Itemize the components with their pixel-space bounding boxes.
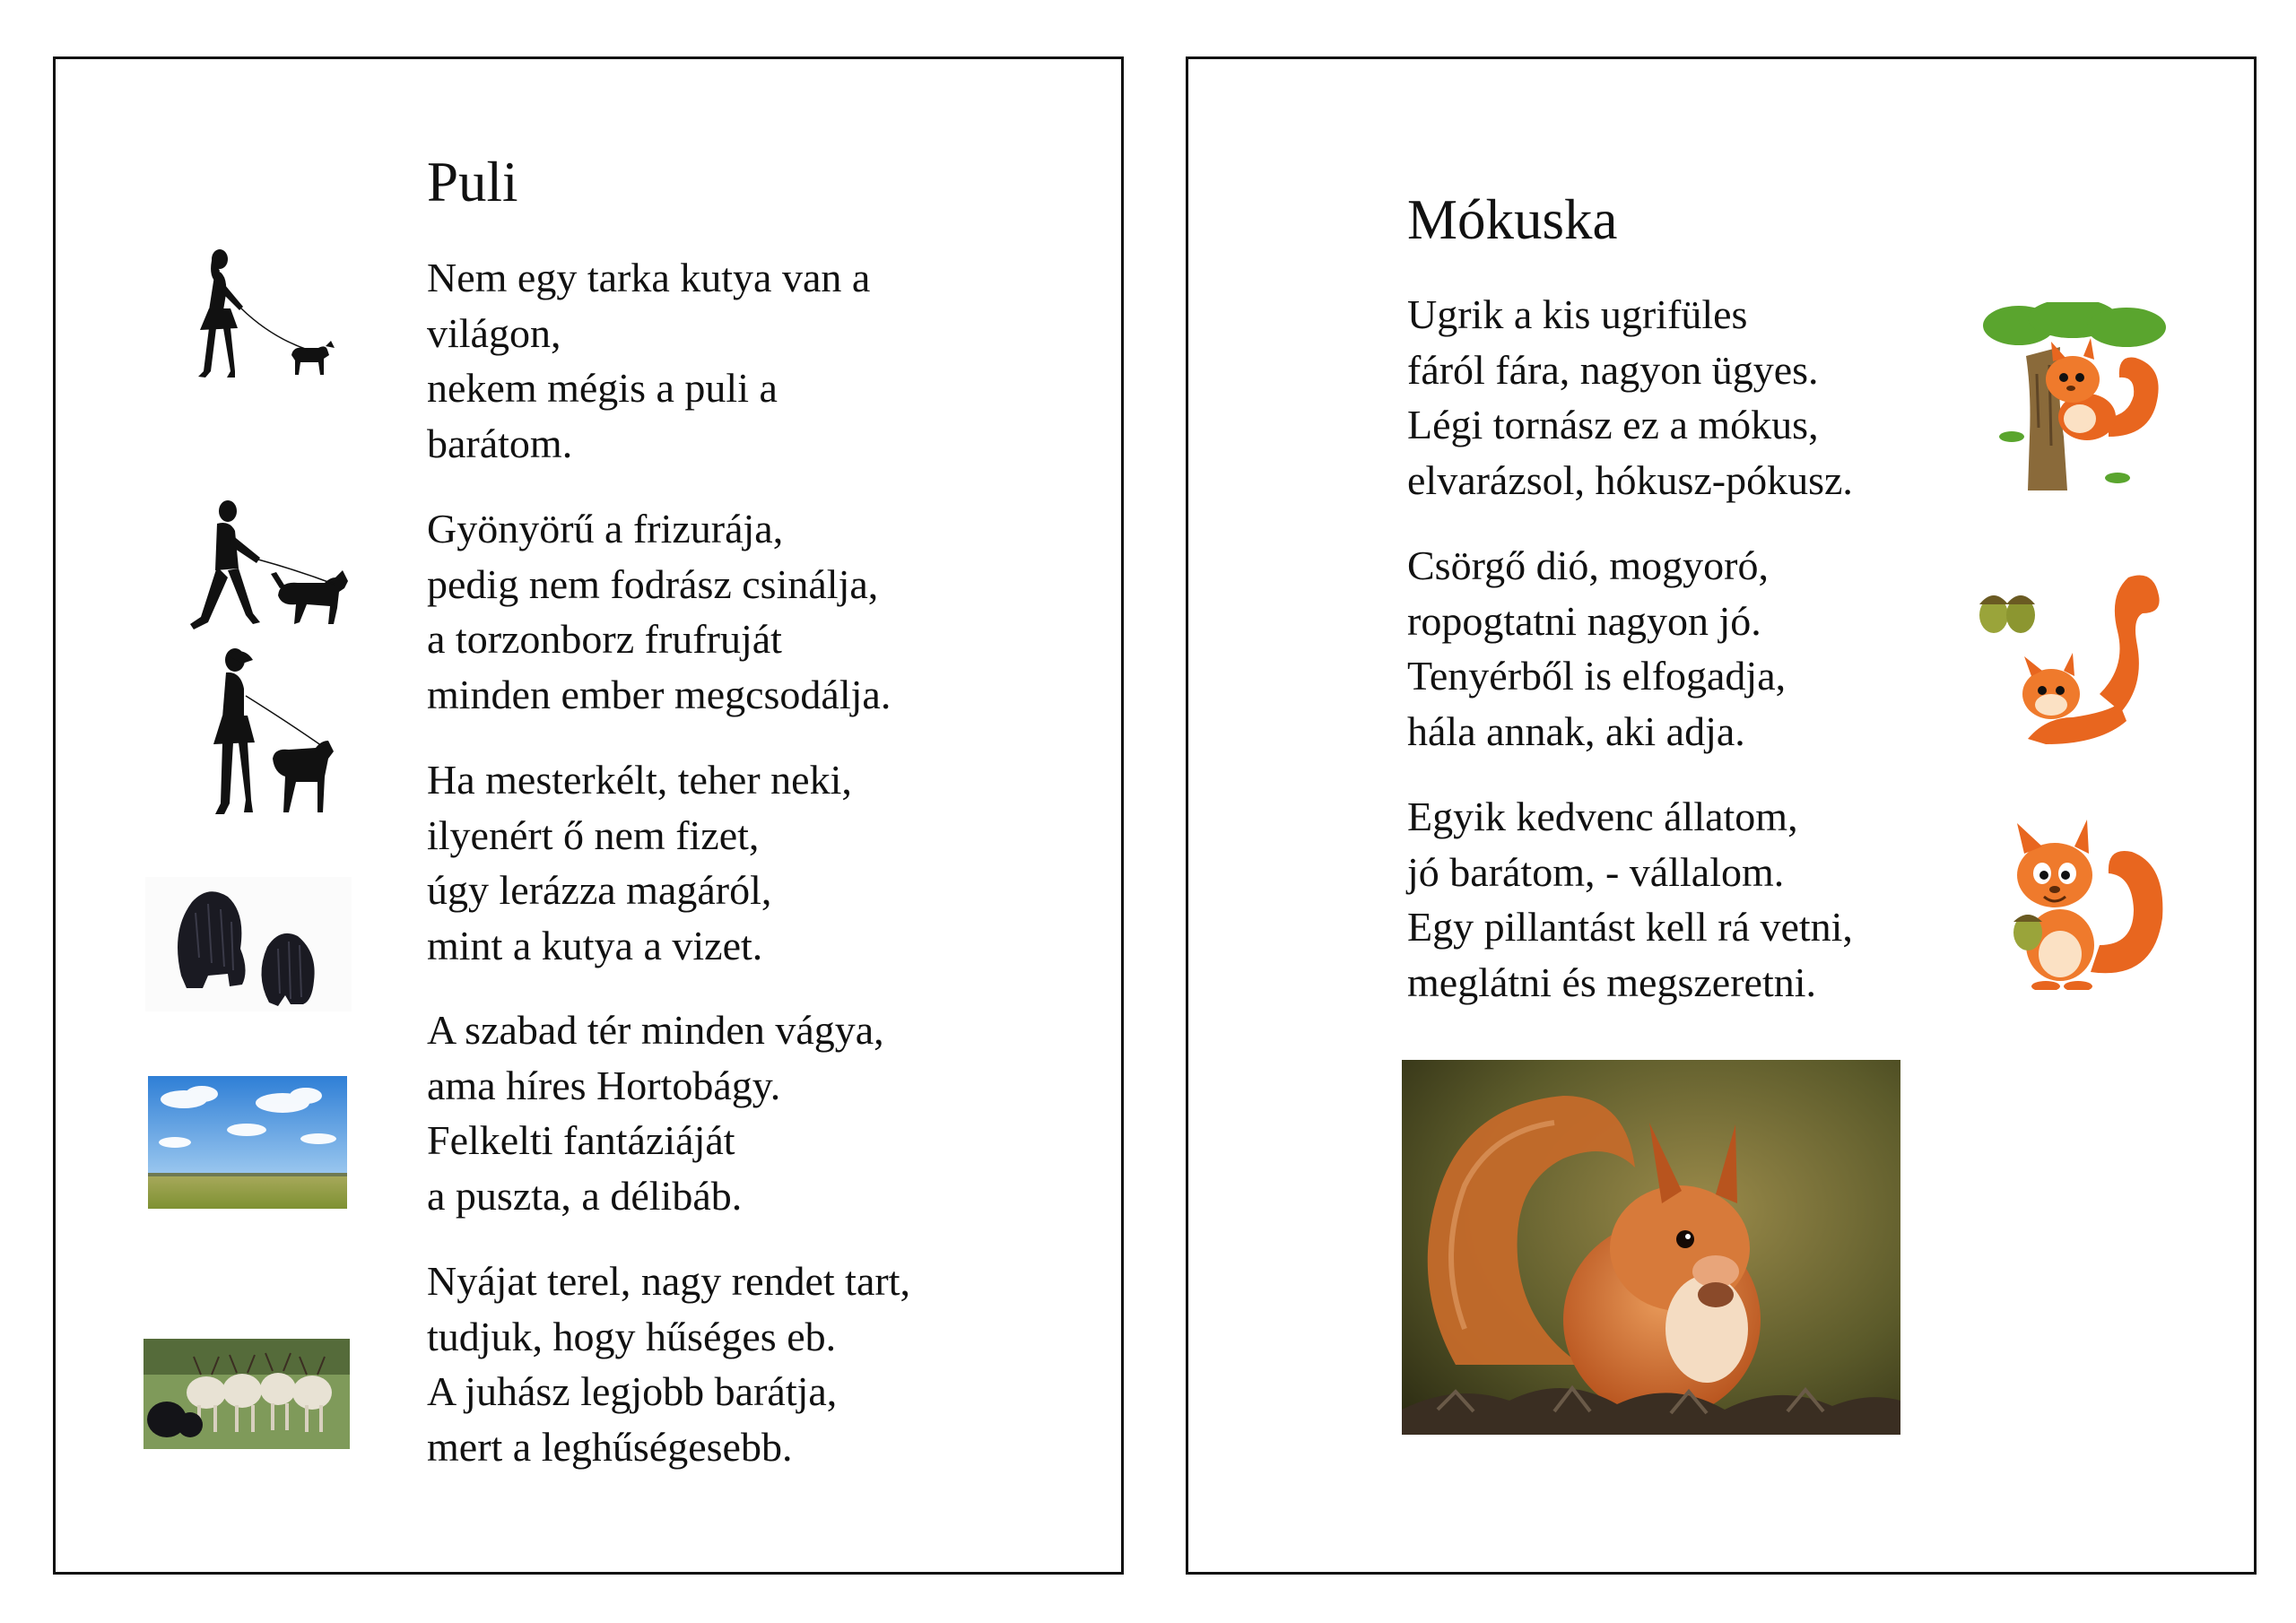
poem-line: Ugrik a kis ugrifüles [1407, 291, 1748, 337]
stanza-4 [427, 1002, 884, 1223]
poem-line: mert a leghűségesebb. [427, 1423, 793, 1470]
poem-line: világon, [427, 309, 561, 356]
poem-line: ilyenért ő nem fizet, [427, 812, 760, 858]
poem-line: ama híres Hortobágy. [427, 1062, 781, 1108]
man-walking-dog-icon [181, 499, 356, 633]
puli-with-sheep-photo [144, 1339, 350, 1449]
woman-walking-dog-icon [186, 247, 338, 382]
poem-line: Egy pillantást kell rá vetni, [1407, 904, 1853, 950]
poem-line: Tenyérből is elfogadja, [1407, 653, 1787, 699]
poem-line: barátom. [427, 420, 573, 466]
poem-line: úgy lerázza magáról, [427, 867, 772, 913]
poem-line: minden ember megcsodálja. [427, 671, 891, 717]
poem-line: A szabad tér minden vágya, [427, 1007, 884, 1053]
stanza-2 [1407, 538, 1786, 759]
poem-line: ropogtatni nagyon jó. [1407, 597, 1761, 644]
squirrel-with-acorns-cartoon [1974, 560, 2171, 746]
poem-line: tudjuk, hogy hűséges eb. [427, 1313, 837, 1359]
poem-line: hála annak, aki adja. [1407, 707, 1745, 754]
stanza-3 [1407, 789, 1853, 1010]
red-squirrel-photo [1402, 1060, 1900, 1435]
page-right [1186, 56, 2257, 1575]
poem-title-puli: Puli [427, 151, 518, 213]
poem-line: meglátni és megszeretni. [1407, 959, 1817, 1005]
poem-line: Csörgő dió, mogyoró, [1407, 542, 1769, 588]
poem-line: Nyájat terel, nagy rendet tart, [427, 1258, 910, 1304]
stanza-3 [427, 752, 852, 973]
poem-line: pedig nem fodrász csinálja, [427, 560, 879, 607]
poem-line: Felkelti fantáziáját [427, 1117, 735, 1163]
squirrel-holding-acorn-cartoon [1974, 811, 2171, 990]
poem-line: a puszta, a délibáb. [427, 1172, 743, 1219]
poem-line: Gyönyörű a frizurája, [427, 506, 784, 551]
poem-line: nekem mégis a puli a [427, 365, 778, 411]
squirrel-in-tree-cartoon [1974, 302, 2171, 492]
woman-with-dog-icon [190, 642, 347, 826]
hortobagy-puszta-photo [148, 1076, 347, 1209]
stanza-1 [427, 250, 870, 471]
poem-line: elvarázsol, hókusz-pókusz. [1407, 456, 1853, 503]
poem-line: a torzonborz frufruját [427, 616, 782, 662]
poem-line: fáról fára, nagyon ügyes. [1407, 346, 1819, 393]
puli-dogs-photo [145, 877, 352, 1011]
page-left [53, 56, 1124, 1575]
stanza-5 [427, 1254, 910, 1474]
stanza-2 [427, 501, 891, 722]
poem-line: jó barátom, - vállalom. [1407, 848, 1785, 895]
poem-line: Nem egy tarka kutya van a [427, 255, 871, 300]
poem-line: Ha mesterkélt, teher neki, [427, 757, 852, 803]
stanza-1 [1407, 287, 1853, 508]
poem-line: Légi tornász ez a mókus, [1407, 402, 1819, 447]
poem-title-mokuska: Mókuska [1407, 188, 1618, 251]
poem-line: Egyik kedvenc állatom, [1407, 794, 1798, 839]
poem-line: mint a kutya a vizet. [427, 922, 763, 968]
poem-line: A juhász legjobb barátja, [427, 1368, 838, 1414]
